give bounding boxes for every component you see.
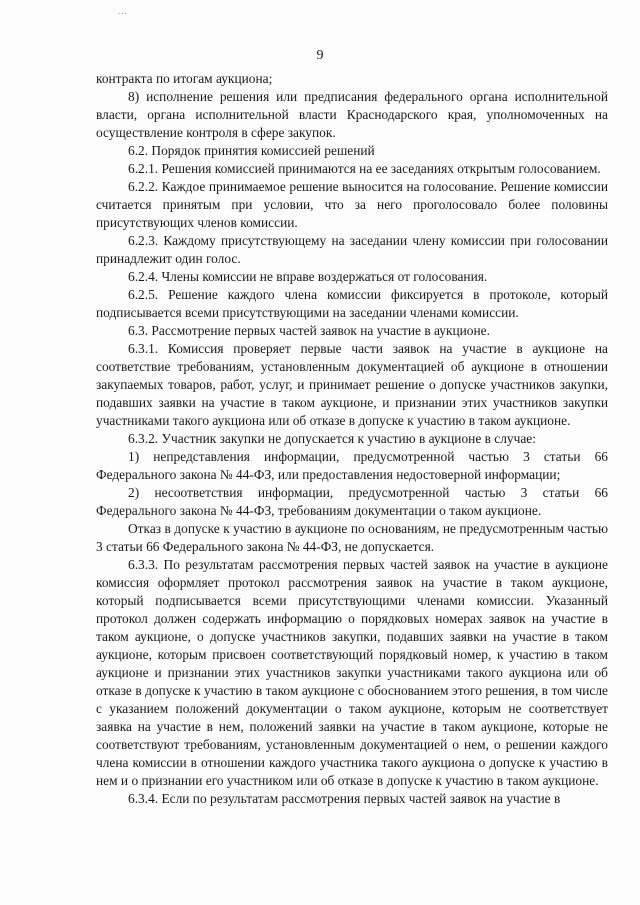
paragraph: Отказ в допуске к участию в аукционе по основаниям, не предусмотренным частью 3 статьи 66 Федерального закона № 44-ФЗ, не допускается.: [96, 521, 608, 554]
paragraph: 6.3.3. По результатам рассмотрения первых частей заявок на участие в аукционе комиссия оформляет протокол рассмотрения заявок на участие в таком аукционе, который подписывается всеми присутствующими членами комиссии. Указанный протокол должен содержать информацию о порядковых номерах заявок на участие в таком аукционе, о допуске участников закупки, подавших заявки на участие в таком аукционе, которым присвоен соответствующий порядковый номер, к участию в таком аукционе и признании этих участников закупки участниками такого аукциона или об отказе в допуске к участию в таком аукционе с обоснованием этого решения, в том числе с указанием положений документации о таком аукционе, которым не соответствует заявка на участие в нем, положений заявки на участие в таком аукционе, которые не соответствуют требованиям, установленным документацией о нем, о решении каждого члена комиссии в отношении каждого участника такого аукциона о допуске к участию в нем и о признании его участником или об отказе в допуске к участию в таком аукционе.: [96, 557, 608, 788]
paragraph: 8) исполнение решения или предписания федерального органа исполнительной власти, органа исполнительной власти Краснодарского края, уполномоченных на осуществление контроля в сфере закупок.: [96, 89, 608, 140]
page-number: 9: [316, 48, 324, 63]
paragraph: контракта по итогам аукциона;: [96, 71, 273, 86]
section-heading: 6.2. Порядок принятия комиссией решений: [128, 143, 375, 158]
paragraph: 6.2.3. Каждому присутствующему на заседании члену комиссии при голосовании принадлежит один голос.: [96, 233, 608, 266]
paragraph: 6.3.1. Комиссия проверяет первые части заявок на участие в аукционе на соответствие требованиям, установленным документацией об аукционе в отношении закупаемых товаров, работ, услуг, и принимает решение о допуске участников закупки, подавших заявки на участие в таком аукционе, и признании этих участников закупки участниками такого аукциона или об отказе в допуске к участию в таком аукционе.: [96, 341, 608, 428]
scan-mark: ...: [118, 6, 128, 16]
paragraph: 6.3.2. Участник закупки не допускается к участию в аукционе в случае:: [128, 431, 536, 446]
section-heading: 6.3. Рассмотрение первых частей заявок на участие в аукционе.: [128, 323, 490, 338]
paragraph: 6.3.4. Если по результатам рассмотрения первых частей заявок на участие в: [128, 791, 561, 806]
document-body: [96, 70, 608, 808]
paragraph: 6.2.1. Решения комиссией принимаются на ее заседаниях открытым голосованием.: [128, 161, 601, 176]
paragraph: 6.2.5. Решение каждого члена комиссии фиксируется в протоколе, который подписывается всеми присутствующими на заседании членами комиссии.: [96, 287, 608, 320]
list-item: 2) несоответствия информации, предусмотренной частью 3 статьи 66 Федерального закона № 44-ФЗ, требованиям документации о таком аукционе.: [96, 485, 608, 518]
paragraph: 6.2.4. Члены комиссии не вправе воздержаться от голосования.: [128, 269, 488, 284]
list-item: 1) непредставления информации, предусмотренной частью 3 статьи 66 Федерального закона № 44-ФЗ, или предоставления недостоверной информации;: [96, 449, 608, 482]
paragraph: 6.2.2. Каждое принимаемое решение выносится на голосование. Решение комиссии считается принятым при условии, что за него проголосовало более половины присутствующих членов комиссии.: [96, 179, 608, 230]
